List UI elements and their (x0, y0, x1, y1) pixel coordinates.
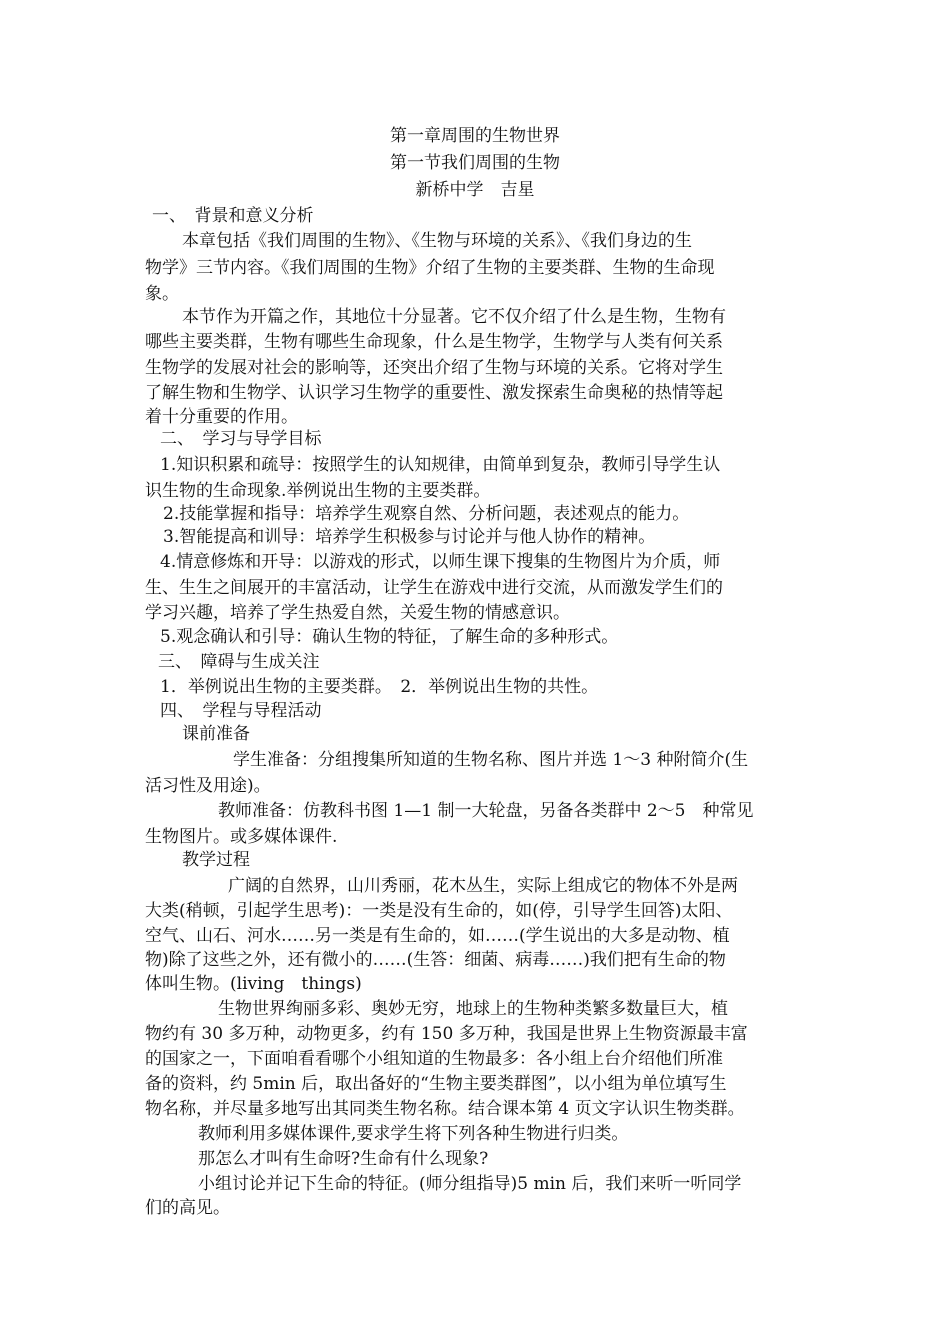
objective-line: 4.情意修炼和开导：以游戏的形式，以师生课下搜集的生物图片为介质，师 (160, 552, 721, 572)
heading-objectives: 二、 学习与导学目标 (160, 429, 322, 449)
objective-line: 学习兴趣，培养了学生热爱自然，关爱生物的情感意识。 (145, 603, 570, 623)
objective-line: 识生物的生命现象.举例说出生物的主要类群。 (145, 481, 491, 501)
objective-line: 3.智能提高和训导：培养学生积极参与讨论并与他人协作的精神。 (163, 527, 656, 547)
paragraph-line: 备的资料，约 5min 后，取出备好的“生物主要类群图”，以小组为单位填写生 (145, 1074, 727, 1094)
objective-line: 5.观念确认和引导：确认生物的特征，了解生命的多种形式。 (160, 627, 619, 647)
paragraph-line: 活习性及用途)。 (145, 776, 271, 796)
paragraph-line: 那怎么才叫有生命呀?生命有什么现象? (198, 1149, 489, 1169)
paragraph-line: 生物世界绚丽多彩、奥妙无穷，地球上的生物种类繁多数量巨大，植 (218, 999, 728, 1019)
heading-obstacles: 三、 障碍与生成关注 (158, 652, 320, 672)
paragraph-line: 的国家之一，下面咱看看哪个小组知道的生物最多：各小组上台介绍他们所准 (145, 1049, 723, 1069)
paragraph-line: 们的高见。 (145, 1198, 230, 1218)
objective-line: 2.技能掌握和指导：培养学生观察自然、分析问题，表述观点的能力。 (163, 504, 690, 524)
objective-line: 1.知识积累和疏导：按照学生的认知规律，由简单到复杂，教师引导学生认 (160, 455, 721, 475)
paragraph-line: 大类(稍顿，引起学生思考)：一类是没有生命的，如(停，引导学生回答)太阳、 (145, 901, 733, 921)
section-title: 第一节我们周围的生物 (390, 153, 560, 173)
paragraph-line: 空气、山石、河水……另一类是有生命的，如……(学生说出的大多是动物、植 (145, 926, 730, 946)
subheading-preparation: 课前准备 (182, 724, 250, 744)
heading-activities: 四、 学程与导程活动 (160, 701, 322, 721)
paragraph-line: 本节作为开篇之作，其地位十分显著。它不仅介绍了什么是生物，生物有 (182, 307, 726, 327)
paragraph-line: 学生准备：分组搜集所知道的生物名称、图片并选 1～3 种附简介(生 (233, 750, 749, 770)
paragraph-line: 教师准备：仿教科书图 1—1 制一大轮盘，另备各类群中 2～5 种常见 (218, 801, 754, 821)
subheading-process: 教学过程 (182, 850, 250, 870)
paragraph-line: 生物图片。或多媒体课件. (145, 827, 338, 847)
paragraph-line: 物)除了这些之外，还有微小的……(生答：细菌、病毒……)我们把有生命的物 (145, 950, 726, 970)
objective-line: 生、生生之间展开的丰富活动，让学生在游戏中进行交流，从而激发学生们的 (145, 578, 723, 598)
paragraph-line: 本章包括《我们周围的生物》、《生物与环境的关系》、《我们身边的生 (182, 231, 692, 251)
paragraph-line: 物约有 30 多万种，动物更多，约有 150 多万种，我国是世界上生物资源最丰富 (145, 1024, 748, 1044)
paragraph-line: 小组讨论并记下生命的特征。(师分组指导)5 min 后，我们来听一听同学 (198, 1174, 742, 1194)
paragraph-line: 物学》三节内容。《我们周围的生物》介绍了生物的主要类群、生物的生命现 (145, 258, 715, 278)
paragraph-line: 着十分重要的作用。 (145, 407, 298, 427)
paragraph-line: 教师利用多媒体课件,要求学生将下列各种生物进行归类。 (198, 1124, 629, 1144)
obstacle-line: 1．举例说出生物的主要类群。 2．举例说出生物的共性。 (160, 677, 599, 697)
paragraph-line: 生物学的发展对社会的影响等，还突出介绍了生物与环境的关系。它将对学生 (145, 358, 723, 378)
paragraph-line: 体叫生物。(living things) (145, 974, 362, 994)
heading-background: 一、 背景和意义分析 (152, 206, 314, 226)
paragraph-line: 象。 (145, 284, 179, 304)
paragraph-line: 广阔的自然界，山川秀丽，花木丛生，实际上组成它的物体不外是两 (228, 876, 738, 896)
paragraph-line: 物名称，并尽量多地写出其同类生物名称。结合课本第 4 页文字认识生物类群。 (145, 1099, 745, 1119)
paragraph-line: 了解生物和生物学、认识学习生物学的重要性、激发探索生命奥秘的热情等起 (145, 383, 723, 403)
author-line: 新桥中学 吉星 (415, 180, 535, 200)
paragraph-line: 哪些主要类群，生物有哪些生命现象，什么是生物学，生物学与人类有何关系 (145, 332, 723, 352)
chapter-title: 第一章周围的生物世界 (390, 126, 560, 146)
